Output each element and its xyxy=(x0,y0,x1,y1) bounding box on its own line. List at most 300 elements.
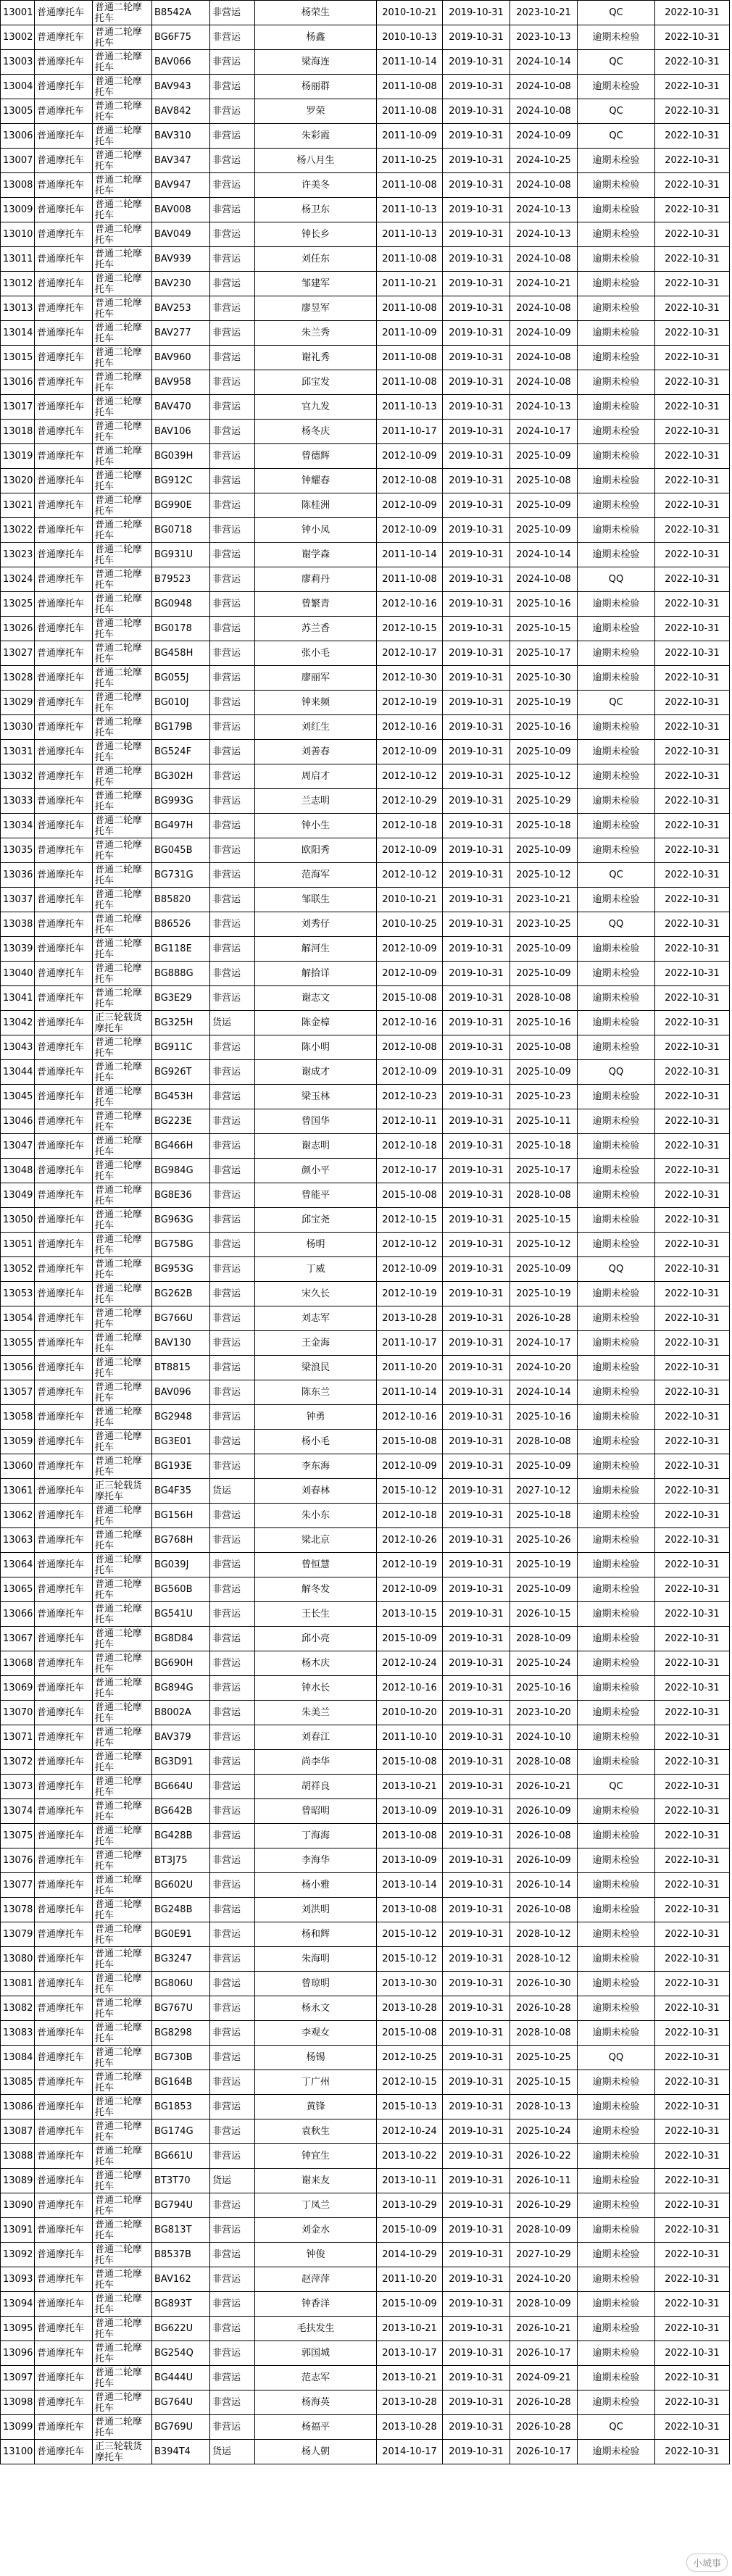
serial-no-cell: 13064 xyxy=(1,1553,35,1577)
plate-cell: BG179B xyxy=(152,715,210,740)
serial-no-cell: 13045 xyxy=(1,1085,35,1109)
register-date-cell: 2010-10-13 xyxy=(377,25,443,50)
table-row xyxy=(1,617,730,641)
serial-no-cell: 13054 xyxy=(1,1306,35,1331)
inspection-date-cell: 2019-10-31 xyxy=(443,1651,510,1676)
plate-cell: BG4F35 xyxy=(152,1479,210,1504)
usage-cell: 非营运 xyxy=(210,1060,255,1085)
status-cell: QC xyxy=(578,1775,655,1799)
valid-until-cell: 2022-10-31 xyxy=(655,962,730,986)
plate-cell: BG466H xyxy=(152,1134,210,1159)
inspection-date-cell: 2019-10-31 xyxy=(443,2415,510,2440)
plate-cell: BG769U xyxy=(152,2415,210,2440)
vehicle-class-cell: 普通摩托车 xyxy=(35,296,93,321)
status-cell: 逾期未检验 xyxy=(578,2341,655,2366)
register-date-cell: 2010-10-25 xyxy=(377,912,443,937)
owner-name-cell: 丁海海 xyxy=(255,1824,377,1848)
inspection-date-cell: 2019-10-31 xyxy=(443,1183,510,1208)
vehicle-type-cell: 普通二轮摩托车 xyxy=(93,1,152,25)
serial-no-cell: 13070 xyxy=(1,1701,35,1725)
table-row xyxy=(1,493,730,518)
scrap-date-cell: 2026-10-09 xyxy=(510,1848,578,1873)
table-row xyxy=(1,395,730,420)
vehicle-type-cell: 普通二轮摩托车 xyxy=(93,2021,152,2046)
vehicle-type-cell: 普通二轮摩托车 xyxy=(93,1996,152,2021)
plate-cell: BAV066 xyxy=(152,50,210,75)
usage-cell: 非营运 xyxy=(210,2341,255,2366)
owner-name-cell: 陈金樟 xyxy=(255,1011,377,1035)
scrap-date-cell: 2024-10-14 xyxy=(510,1380,578,1405)
table-row xyxy=(1,2243,730,2267)
usage-cell: 货运 xyxy=(210,1479,255,1504)
plate-cell: BG0718 xyxy=(152,518,210,543)
serial-no-cell: 13086 xyxy=(1,2095,35,2119)
inspection-date-cell: 2019-10-31 xyxy=(443,666,510,691)
inspection-date-cell: 2019-10-31 xyxy=(443,1824,510,1848)
owner-name-cell: 邱宝尧 xyxy=(255,1208,377,1233)
table-row xyxy=(1,863,730,888)
plate-cell: BG223E xyxy=(152,1109,210,1134)
register-date-cell: 2013-10-28 xyxy=(377,2390,443,2415)
vehicle-class-cell: 普通摩托车 xyxy=(35,1996,93,2021)
vehicle-class-cell: 普通摩托车 xyxy=(35,937,93,962)
vehicle-type-cell: 普通二轮摩托车 xyxy=(93,296,152,321)
owner-name-cell: 曾国华 xyxy=(255,1109,377,1134)
valid-until-cell: 2022-10-31 xyxy=(655,2144,730,2169)
valid-until-cell: 2022-10-31 xyxy=(655,75,730,99)
vehicle-class-cell: 普通摩托车 xyxy=(35,1479,93,1504)
scrap-date-cell: 2024-10-21 xyxy=(510,272,578,296)
plate-cell: BG2948 xyxy=(152,1405,210,1430)
vehicle-type-cell: 普通二轮摩托车 xyxy=(93,1848,152,1873)
serial-no-cell: 13024 xyxy=(1,567,35,592)
owner-name-cell: 官九发 xyxy=(255,395,377,420)
owner-name-cell: 杨和辉 xyxy=(255,1922,377,1947)
status-cell: 逾期未检验 xyxy=(578,2218,655,2243)
scrap-date-cell: 2025-10-09 xyxy=(510,740,578,764)
vehicle-class-cell: 普通摩托车 xyxy=(35,617,93,641)
scrap-date-cell: 2024-10-20 xyxy=(510,2267,578,2292)
plate-cell: B8537B xyxy=(152,2243,210,2267)
serial-no-cell: 13011 xyxy=(1,247,35,272)
plate-cell: BG174G xyxy=(152,2119,210,2144)
register-date-cell: 2012-10-09 xyxy=(377,1257,443,1282)
owner-name-cell: 曾繁青 xyxy=(255,592,377,617)
owner-name-cell: 罗荣 xyxy=(255,99,377,124)
serial-no-cell: 13058 xyxy=(1,1405,35,1430)
valid-until-cell: 2022-10-31 xyxy=(655,149,730,173)
vehicle-class-cell: 普通摩托车 xyxy=(35,1775,93,1799)
table-row xyxy=(1,1109,730,1134)
vehicle-class-cell: 普通摩托车 xyxy=(35,2390,93,2415)
usage-cell: 非营运 xyxy=(210,1701,255,1725)
vehicle-class-cell: 普通摩托车 xyxy=(35,1060,93,1085)
scrap-date-cell: 2026-10-29 xyxy=(510,2193,578,2218)
usage-cell: 非营运 xyxy=(210,2243,255,2267)
owner-name-cell: 范海军 xyxy=(255,863,377,888)
owner-name-cell: 邱小亮 xyxy=(255,1627,377,1651)
inspection-date-cell: 2019-10-31 xyxy=(443,321,510,346)
register-date-cell: 2012-10-24 xyxy=(377,2119,443,2144)
usage-cell: 非营运 xyxy=(210,888,255,912)
usage-cell: 非营运 xyxy=(210,1947,255,1972)
scrap-date-cell: 2025-10-16 xyxy=(510,1011,578,1035)
plate-cell: BAV049 xyxy=(152,222,210,247)
register-date-cell: 2012-10-17 xyxy=(377,1159,443,1183)
serial-no-cell: 13052 xyxy=(1,1257,35,1282)
scrap-date-cell: 2026-10-11 xyxy=(510,2169,578,2193)
inspection-date-cell: 2019-10-31 xyxy=(443,2169,510,2193)
vehicle-type-cell: 普通二轮摩托车 xyxy=(93,617,152,641)
owner-name-cell: 刘善春 xyxy=(255,740,377,764)
inspection-date-cell: 2019-10-31 xyxy=(443,888,510,912)
inspection-date-cell: 2019-10-31 xyxy=(443,346,510,370)
inspection-date-cell: 2019-10-31 xyxy=(443,1602,510,1627)
inspection-date-cell: 2019-10-31 xyxy=(443,493,510,518)
serial-no-cell: 13037 xyxy=(1,888,35,912)
vehicle-class-cell: 普通摩托车 xyxy=(35,2341,93,2366)
valid-until-cell: 2022-10-31 xyxy=(655,2366,730,2390)
usage-cell: 非营运 xyxy=(210,1725,255,1750)
table-row xyxy=(1,2317,730,2341)
vehicle-class-cell: 普通摩托车 xyxy=(35,173,93,198)
vehicle-type-cell: 普通二轮摩托车 xyxy=(93,173,152,198)
plate-cell: B86526 xyxy=(152,912,210,937)
usage-cell: 非营运 xyxy=(210,2390,255,2415)
scrap-date-cell: 2024-10-14 xyxy=(510,50,578,75)
usage-cell: 非营运 xyxy=(210,1996,255,2021)
inspection-date-cell: 2019-10-31 xyxy=(443,937,510,962)
owner-name-cell: 谢成才 xyxy=(255,1060,377,1085)
scrap-date-cell: 2024-10-25 xyxy=(510,149,578,173)
register-date-cell: 2015-10-09 xyxy=(377,1627,443,1651)
inspection-date-cell: 2019-10-31 xyxy=(443,1577,510,1602)
usage-cell: 非营运 xyxy=(210,1183,255,1208)
register-date-cell: 2012-10-15 xyxy=(377,617,443,641)
usage-cell: 非营运 xyxy=(210,1553,255,1577)
serial-no-cell: 13004 xyxy=(1,75,35,99)
owner-name-cell: 杨福平 xyxy=(255,2415,377,2440)
vehicle-class-cell: 普通摩托车 xyxy=(35,2144,93,2169)
scrap-date-cell: 2026-10-28 xyxy=(510,2415,578,2440)
status-cell: QQ xyxy=(578,912,655,937)
scrap-date-cell: 2026-10-28 xyxy=(510,2390,578,2415)
vehicle-class-cell: 普通摩托车 xyxy=(35,912,93,937)
serial-no-cell: 13026 xyxy=(1,617,35,641)
inspection-date-cell: 2019-10-31 xyxy=(443,1553,510,1577)
table-row xyxy=(1,2440,730,2464)
table-row xyxy=(1,1627,730,1651)
vehicle-class-cell: 普通摩托车 xyxy=(35,1725,93,1750)
valid-until-cell: 2022-10-31 xyxy=(655,888,730,912)
vehicle-type-cell: 普通二轮摩托车 xyxy=(93,1701,152,1725)
scrap-date-cell: 2025-10-09 xyxy=(510,493,578,518)
owner-name-cell: 张小毛 xyxy=(255,641,377,666)
register-date-cell: 2015-10-08 xyxy=(377,986,443,1011)
status-cell: 逾期未检验 xyxy=(578,1725,655,1750)
vehicle-type-cell: 普通二轮摩托车 xyxy=(93,247,152,272)
owner-name-cell: 许美冬 xyxy=(255,173,377,198)
plate-cell: BG560B xyxy=(152,1577,210,1602)
plate-cell: BG458H xyxy=(152,641,210,666)
owner-name-cell: 陈桂洲 xyxy=(255,493,377,518)
owner-name-cell: 邱宝发 xyxy=(255,370,377,395)
table-row xyxy=(1,1282,730,1306)
register-date-cell: 2012-10-15 xyxy=(377,2070,443,2095)
usage-cell: 非营运 xyxy=(210,1602,255,1627)
vehicle-class-cell: 普通摩托车 xyxy=(35,2440,93,2464)
valid-until-cell: 2022-10-31 xyxy=(655,222,730,247)
valid-until-cell: 2022-10-31 xyxy=(655,1306,730,1331)
valid-until-cell: 2022-10-31 xyxy=(655,2243,730,2267)
vehicle-class-cell: 普通摩托车 xyxy=(35,1528,93,1553)
vehicle-type-cell: 普通二轮摩托车 xyxy=(93,2070,152,2095)
serial-no-cell: 13073 xyxy=(1,1775,35,1799)
register-date-cell: 2012-10-09 xyxy=(377,740,443,764)
vehicle-type-cell: 普通二轮摩托车 xyxy=(93,814,152,838)
serial-no-cell: 13050 xyxy=(1,1208,35,1233)
valid-until-cell: 2022-10-31 xyxy=(655,1602,730,1627)
valid-until-cell: 2022-10-31 xyxy=(655,1011,730,1035)
usage-cell: 非营运 xyxy=(210,75,255,99)
serial-no-cell: 13056 xyxy=(1,1356,35,1380)
vehicle-class-cell: 普通摩托车 xyxy=(35,838,93,863)
vehicle-type-cell: 普通二轮摩托车 xyxy=(93,1775,152,1799)
vehicle-type-cell: 普通二轮摩托车 xyxy=(93,420,152,444)
owner-name-cell: 梁北京 xyxy=(255,1528,377,1553)
owner-name-cell: 黄锋 xyxy=(255,2095,377,2119)
vehicle-type-cell: 普通二轮摩托车 xyxy=(93,1159,152,1183)
serial-no-cell: 13097 xyxy=(1,2366,35,2390)
serial-no-cell: 13069 xyxy=(1,1676,35,1701)
inspection-date-cell: 2019-10-31 xyxy=(443,1233,510,1257)
table-row xyxy=(1,567,730,592)
serial-no-cell: 13044 xyxy=(1,1060,35,1085)
table-row xyxy=(1,1528,730,1553)
inspection-date-cell: 2019-10-31 xyxy=(443,222,510,247)
valid-until-cell: 2022-10-31 xyxy=(655,2341,730,2366)
usage-cell: 非营运 xyxy=(210,986,255,1011)
register-date-cell: 2011-10-25 xyxy=(377,149,443,173)
status-cell: 逾期未检验 xyxy=(578,444,655,469)
valid-until-cell: 2022-10-31 xyxy=(655,444,730,469)
register-date-cell: 2013-10-28 xyxy=(377,1306,443,1331)
status-cell: QC xyxy=(578,863,655,888)
inspection-date-cell: 2019-10-31 xyxy=(443,1750,510,1775)
register-date-cell: 2010-10-21 xyxy=(377,888,443,912)
status-cell: 逾期未检验 xyxy=(578,641,655,666)
table-row xyxy=(1,1553,730,1577)
owner-name-cell: 刘洪明 xyxy=(255,1898,377,1922)
serial-no-cell: 13036 xyxy=(1,863,35,888)
valid-until-cell: 2022-10-31 xyxy=(655,2070,730,2095)
vehicle-class-cell: 普通摩托车 xyxy=(35,247,93,272)
serial-no-cell: 13076 xyxy=(1,1848,35,1873)
register-date-cell: 2013-10-14 xyxy=(377,1873,443,1898)
register-date-cell: 2012-10-09 xyxy=(377,518,443,543)
usage-cell: 非营运 xyxy=(210,592,255,617)
valid-until-cell: 2022-10-31 xyxy=(655,1922,730,1947)
scrap-date-cell: 2025-10-12 xyxy=(510,764,578,789)
register-date-cell: 2013-10-11 xyxy=(377,2169,443,2193)
usage-cell: 非营运 xyxy=(210,222,255,247)
table-row xyxy=(1,1356,730,1380)
plate-cell: BAV230 xyxy=(152,272,210,296)
register-date-cell: 2012-10-09 xyxy=(377,937,443,962)
valid-until-cell: 2022-10-31 xyxy=(655,1405,730,1430)
valid-until-cell: 2022-10-31 xyxy=(655,863,730,888)
register-date-cell: 2015-10-08 xyxy=(377,1183,443,1208)
vehicle-class-cell: 普通摩托车 xyxy=(35,518,93,543)
scrap-date-cell: 2025-10-17 xyxy=(510,1159,578,1183)
plate-cell: BG8E36 xyxy=(152,1183,210,1208)
inspection-date-cell: 2019-10-31 xyxy=(443,1996,510,2021)
usage-cell: 货运 xyxy=(210,2440,255,2464)
inspection-date-cell: 2019-10-31 xyxy=(443,543,510,567)
serial-no-cell: 13014 xyxy=(1,321,35,346)
scrap-date-cell: 2025-10-09 xyxy=(510,838,578,863)
owner-name-cell: 丁广州 xyxy=(255,2070,377,2095)
inspection-date-cell: 2019-10-31 xyxy=(443,370,510,395)
table-row xyxy=(1,1996,730,2021)
vehicle-class-cell: 普通摩托车 xyxy=(35,2292,93,2317)
serial-no-cell: 13095 xyxy=(1,2317,35,2341)
status-cell: QQ xyxy=(578,1060,655,1085)
owner-name-cell: 郭国城 xyxy=(255,2341,377,2366)
inspection-date-cell: 2019-10-31 xyxy=(443,2366,510,2390)
scrap-date-cell: 2024-10-08 xyxy=(510,567,578,592)
register-date-cell: 2013-10-30 xyxy=(377,1972,443,1996)
table-row xyxy=(1,691,730,715)
usage-cell: 非营运 xyxy=(210,1922,255,1947)
register-date-cell: 2012-10-16 xyxy=(377,592,443,617)
owner-name-cell: 解河生 xyxy=(255,937,377,962)
table-row xyxy=(1,124,730,149)
vehicle-type-cell: 普通二轮摩托车 xyxy=(93,346,152,370)
valid-until-cell: 2022-10-31 xyxy=(655,1134,730,1159)
owner-name-cell: 周启才 xyxy=(255,764,377,789)
vehicle-class-cell: 普通摩托车 xyxy=(35,1183,93,1208)
table-row xyxy=(1,1701,730,1725)
owner-name-cell: 胡祥良 xyxy=(255,1775,377,1799)
plate-cell: BT3T70 xyxy=(152,2169,210,2193)
serial-no-cell: 13010 xyxy=(1,222,35,247)
vehicle-type-cell: 普通二轮摩托车 xyxy=(93,1454,152,1479)
vehicle-class-cell: 普通摩托车 xyxy=(35,2317,93,2341)
scrap-date-cell: 2025-10-18 xyxy=(510,1134,578,1159)
table-row xyxy=(1,715,730,740)
valid-until-cell: 2022-10-31 xyxy=(655,2440,730,2464)
serial-no-cell: 13046 xyxy=(1,1109,35,1134)
usage-cell: 非营运 xyxy=(210,124,255,149)
vehicle-class-cell: 普通摩托车 xyxy=(35,1356,93,1380)
plate-cell: BAV939 xyxy=(152,247,210,272)
register-date-cell: 2012-10-16 xyxy=(377,1011,443,1035)
vehicle-class-cell: 普通摩托车 xyxy=(35,1922,93,1947)
plate-cell: BG767U xyxy=(152,1996,210,2021)
vehicle-type-cell: 普通二轮摩托车 xyxy=(93,272,152,296)
table-row xyxy=(1,814,730,838)
owner-name-cell: 谢志明 xyxy=(255,1134,377,1159)
usage-cell: 非营运 xyxy=(210,1750,255,1775)
register-date-cell: 2015-10-08 xyxy=(377,2021,443,2046)
status-cell: 逾期未检验 xyxy=(578,1035,655,1060)
status-cell: 逾期未检验 xyxy=(578,1553,655,1577)
serial-no-cell: 13061 xyxy=(1,1479,35,1504)
valid-until-cell: 2022-10-31 xyxy=(655,420,730,444)
serial-no-cell: 13089 xyxy=(1,2169,35,2193)
owner-name-cell: 钟长乡 xyxy=(255,222,377,247)
serial-no-cell: 13035 xyxy=(1,838,35,863)
table-row xyxy=(1,2070,730,2095)
scrap-date-cell: 2025-10-08 xyxy=(510,469,578,493)
plate-cell: BG731G xyxy=(152,863,210,888)
status-cell: 逾期未检验 xyxy=(578,1208,655,1233)
inspection-date-cell: 2019-10-31 xyxy=(443,1035,510,1060)
register-date-cell: 2011-10-20 xyxy=(377,2267,443,2292)
serial-no-cell: 13001 xyxy=(1,1,35,25)
vehicle-class-cell: 普通摩托车 xyxy=(35,740,93,764)
status-cell: 逾期未检验 xyxy=(578,1085,655,1109)
table-body xyxy=(1,1,730,2464)
vehicle-type-cell: 普通二轮摩托车 xyxy=(93,75,152,99)
serial-no-cell: 13075 xyxy=(1,1824,35,1848)
plate-cell: BG541U xyxy=(152,1602,210,1627)
scrap-date-cell: 2023-10-21 xyxy=(510,888,578,912)
valid-until-cell: 2022-10-31 xyxy=(655,1380,730,1405)
vehicle-class-cell: 普通摩托车 xyxy=(35,444,93,469)
valid-until-cell: 2022-10-31 xyxy=(655,25,730,50)
table-row xyxy=(1,2193,730,2218)
vehicle-class-cell: 普通摩托车 xyxy=(35,2218,93,2243)
plate-cell: BG813T xyxy=(152,2218,210,2243)
inspection-date-cell: 2019-10-31 xyxy=(443,1725,510,1750)
inspection-date-cell: 2019-10-31 xyxy=(443,1848,510,1873)
vehicle-class-cell: 普通摩托车 xyxy=(35,1848,93,1873)
scrap-date-cell: 2027-10-12 xyxy=(510,1479,578,1504)
usage-cell: 非营运 xyxy=(210,1848,255,1873)
owner-name-cell: 杨冬庆 xyxy=(255,420,377,444)
vehicle-type-cell: 普通二轮摩托车 xyxy=(93,2267,152,2292)
valid-until-cell: 2022-10-31 xyxy=(655,1159,730,1183)
vehicle-type-cell: 普通二轮摩托车 xyxy=(93,2390,152,2415)
register-date-cell: 2012-10-12 xyxy=(377,764,443,789)
plate-cell: BG6F75 xyxy=(152,25,210,50)
table-row xyxy=(1,149,730,173)
status-cell: 逾期未检验 xyxy=(578,1011,655,1035)
plate-cell: BAV960 xyxy=(152,346,210,370)
serial-no-cell: 13021 xyxy=(1,493,35,518)
vehicle-type-cell: 正三轮载货摩托车 xyxy=(93,1479,152,1504)
serial-no-cell: 13055 xyxy=(1,1331,35,1356)
owner-name-cell: 范志军 xyxy=(255,2366,377,2390)
vehicle-type-cell: 普通二轮摩托车 xyxy=(93,518,152,543)
inspection-date-cell: 2019-10-31 xyxy=(443,2243,510,2267)
register-date-cell: 2012-10-25 xyxy=(377,2046,443,2070)
vehicle-type-cell: 普通二轮摩托车 xyxy=(93,1430,152,1454)
plate-cell: BG931U xyxy=(152,543,210,567)
inspection-date-cell: 2019-10-31 xyxy=(443,617,510,641)
inspection-date-cell: 2019-10-31 xyxy=(443,641,510,666)
vehicle-class-cell: 普通摩托车 xyxy=(35,986,93,1011)
inspection-date-cell: 2019-10-31 xyxy=(443,1306,510,1331)
register-date-cell: 2012-10-11 xyxy=(377,1109,443,1134)
vehicle-class-cell: 普通摩托车 xyxy=(35,691,93,715)
owner-name-cell: 邹联生 xyxy=(255,888,377,912)
plate-cell: BT3J75 xyxy=(152,1848,210,1873)
valid-until-cell: 2022-10-31 xyxy=(655,1257,730,1282)
serial-no-cell: 13007 xyxy=(1,149,35,173)
